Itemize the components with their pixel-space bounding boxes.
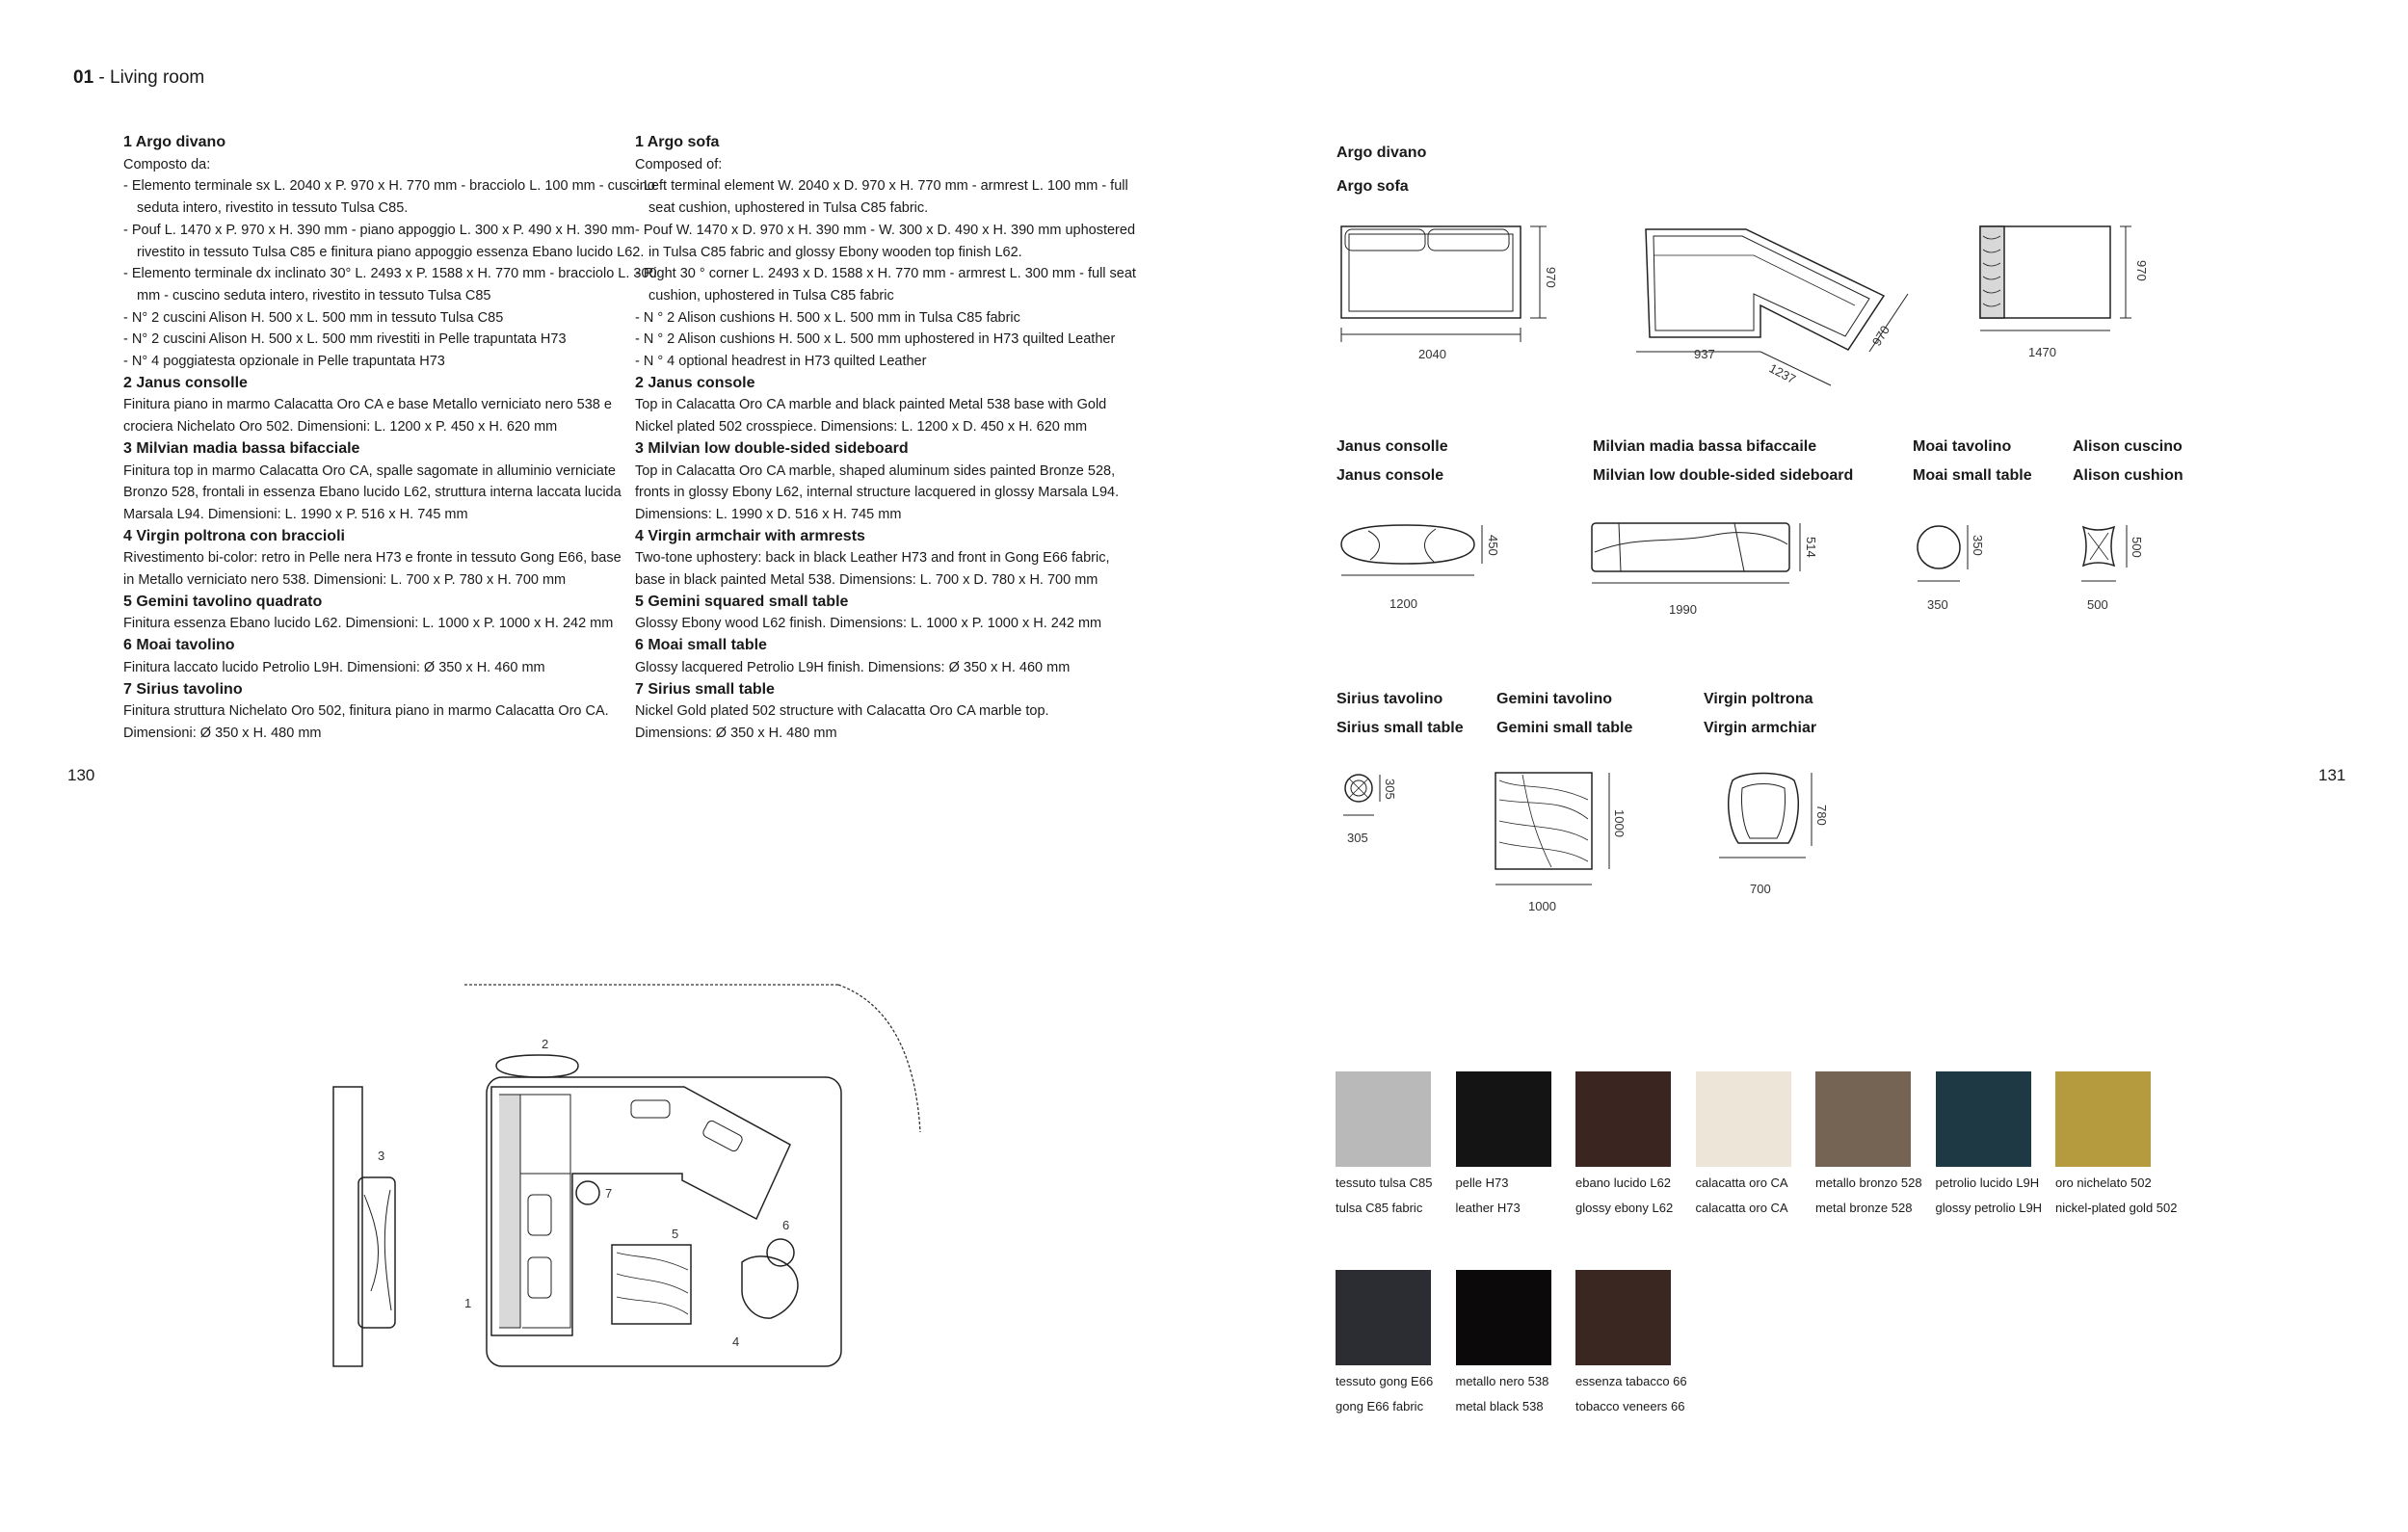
swatch-label-en: gong E66 fabric (1336, 1399, 1424, 1413)
section-heading (73, 67, 204, 89)
description-line: base in black painted Metal 538. Dimensions: L. 700 x D. 780 x H. 700 mm (635, 572, 1098, 589)
description-line: Nickel Gold plated 502 structure with Calacatta Oro CA marble top. (635, 703, 1049, 720)
swatch-label-it: metallo bronzo 528 (1815, 1175, 1922, 1190)
description-line: Two-tone uphostery: back in black Leather H73 and front in Gong E66 fabric, (635, 550, 1110, 567)
swatch-label-it: ebano lucido L62 (1575, 1175, 1672, 1190)
swatch-label (1456, 1369, 1549, 1419)
description-line: - Left terminal element W. 2040 x D. 970 x H. 770 mm - armrest L. 100 mm - full (635, 178, 1128, 195)
dim-label: 937 (1694, 347, 1715, 361)
floorplan-number: 2 (542, 1037, 549, 1051)
argo-label-en: Argo sofa (1336, 178, 1409, 195)
moai-label-it: Moai tavolino (1913, 438, 2012, 455)
italian-description-column (123, 132, 657, 745)
swatch-label (2055, 1171, 2177, 1221)
alison-label-en: Alison cushion (2073, 467, 2183, 484)
dim-label: 1470 (2028, 345, 2056, 359)
product-title: 4 Virgin armchair with armrests (635, 527, 865, 544)
description-line: Dimensions: Ø 350 x H. 480 mm (635, 725, 837, 741)
description-line: cushion, uphostered in Tulsa C85 fabric (648, 287, 894, 304)
product-title: 5 Gemini squared small table (635, 593, 849, 610)
description-line: - Elemento terminale dx inclinato 30° L. 2493 x P. 1588 x H. 770 mm - bracciolo L. 300 (123, 266, 657, 282)
dim-label: 514 (1804, 537, 1818, 558)
product-title: 6 Moai tavolino (123, 637, 235, 654)
product-title: 2 Janus console (635, 374, 755, 391)
swatch-label-en: tobacco veneers 66 (1575, 1399, 1685, 1413)
floorplan-number: 1 (464, 1296, 472, 1310)
alison-label-it: Alison cuscino (2073, 438, 2183, 455)
dim-label: 350 (1927, 597, 1948, 612)
description-line: Top in Calacatta Oro CA marble and black painted Metal 538 base with Gold (635, 397, 1107, 413)
floorplan-curtain (464, 985, 920, 1132)
dim-label: 970 (2134, 260, 2149, 281)
page-number-left: 130 (67, 766, 95, 784)
milvian-label-en: Milvian low double-sided sideboard (1593, 467, 1854, 484)
product-title: 5 Gemini tavolino quadrato (123, 593, 323, 610)
dim-label: 500 (2087, 597, 2108, 612)
swatch-label-it: essenza tabacco 66 (1575, 1374, 1687, 1388)
dim-label: 1000 (1528, 899, 1556, 913)
material-swatch (1575, 1270, 1671, 1365)
swatch-label-it: tessuto gong E66 (1336, 1374, 1434, 1388)
gemini-label-it: Gemini tavolino (1496, 691, 1613, 707)
swatch-label (1696, 1171, 1788, 1221)
swatch-label (1336, 1369, 1433, 1419)
swatch-label-en: nickel-plated gold 502 (2055, 1201, 2178, 1215)
alison-cushion-drawing (2081, 525, 2127, 581)
milvian-sideboard-drawing (1592, 523, 1800, 583)
description-line: Finitura struttura Nichelato Oro 502, finitura piano in marmo Calacatta Oro CA. (123, 703, 609, 720)
sirius-label-it: Sirius tavolino (1336, 691, 1443, 707)
swatch-label (1336, 1171, 1432, 1221)
description-line: Finitura piano in marmo Calacatta Oro CA e base Metallo verniciato nero 538 e (123, 397, 612, 413)
section-title: - Living room (93, 67, 205, 88)
swatch-label (1575, 1171, 1673, 1221)
swatch-label-it: metallo nero 538 (1455, 1374, 1549, 1388)
row3-drawings (1330, 761, 1850, 925)
dim-label: 1990 (1669, 602, 1697, 617)
floorplan-number: 7 (605, 1186, 613, 1201)
description-line: - Right 30 ° corner L. 2493 x D. 1588 x H. 770 mm - armrest L. 300 mm - full seat (635, 266, 1136, 282)
virgin-armchair-drawing (1719, 773, 1812, 858)
product-title: 6 Moai small table (635, 637, 767, 654)
description-line: crociera Nichelato Oro 502. Dimensioni: L. 1200 x P. 450 x H. 620 mm (123, 419, 558, 436)
dim-label: 350 (1971, 535, 1985, 556)
dim-label: 500 (2130, 537, 2144, 558)
swatch-label-it: petrolio lucido L9H (1935, 1175, 2040, 1190)
product-title: 1 Argo divano (123, 134, 226, 150)
description-line: Dimensions: L. 1990 x D. 516 x H. 745 mm (635, 506, 902, 522)
swatch-label-it: tessuto tulsa C85 (1336, 1175, 1433, 1190)
material-swatch (1696, 1071, 1791, 1167)
description-line: - Pouf L. 1470 x P. 970 x H. 390 mm - piano appoggio L. 300 x P. 490 x H. 390 mm (123, 222, 635, 238)
description-line: - Elemento terminale sx L. 2040 x P. 970 x H. 770 mm - bracciolo L. 100 mm - cuscino (123, 178, 655, 195)
dim-label: 780 (1814, 805, 1829, 826)
description-line: Dimensioni: Ø 350 x H. 480 mm (123, 725, 322, 741)
english-description-column (635, 132, 1136, 745)
description-line: Finitura laccato lucido Petrolio L9H. Dimensioni: Ø 350 x H. 460 mm (123, 659, 545, 675)
dim-label: 700 (1750, 882, 1771, 896)
swatch-label (1815, 1171, 1922, 1221)
sirius-label-en: Sirius small table (1336, 720, 1464, 736)
gemini-table-drawing (1495, 773, 1609, 885)
material-swatch (1456, 1270, 1551, 1365)
dim-label: 2040 (1418, 347, 1446, 361)
product-title: 4 Virgin poltrona con braccioli (123, 527, 345, 544)
dim-label: 305 (1347, 831, 1368, 845)
description-line: Top in Calacatta Oro CA marble, shaped aluminum sides painted Bronze 528, (635, 462, 1116, 479)
material-swatch (1575, 1071, 1671, 1167)
description-line: fronts in glossy Ebony L62, internal structure lacquered in glossy Marsala L94. (635, 485, 1120, 501)
material-swatch (1456, 1071, 1551, 1167)
material-swatch (2055, 1071, 2151, 1167)
page-number-right: 131 (2318, 766, 2346, 784)
description-line: Composto da: (123, 156, 211, 172)
swatch-label-en: leather H73 (1455, 1201, 1521, 1215)
virgin-label-it: Virgin poltrona (1704, 691, 1813, 707)
description-line: seat cushion, uphostered in Tulsa C85 fabric. (648, 200, 929, 217)
argo-label-it: Argo divano (1336, 145, 1427, 161)
description-line: Nickel plated 502 crosspiece. Dimensions: L. 1200 x D. 450 x H. 620 mm (635, 419, 1088, 436)
description-line: Glossy lacquered Petrolio L9H finish. Dimensions: Ø 350 x H. 460 mm (635, 659, 1071, 675)
argo-left-element-drawing (1341, 226, 1547, 342)
section-number: 01 (73, 67, 94, 88)
description-line: - N ° 4 optional headrest in H73 quilted Leather (635, 354, 927, 370)
swatch-label (1936, 1171, 2043, 1221)
janus-label-it: Janus consolle (1336, 438, 1448, 455)
janus-label-en: Janus console (1336, 467, 1444, 484)
description-line: in Tulsa C85 fabric and glossy Ebony wooden top finish L62. (648, 244, 1022, 260)
product-title: 2 Janus consolle (123, 374, 248, 391)
product-title: 7 Sirius tavolino (123, 680, 243, 698)
dim-label: 450 (1486, 535, 1500, 556)
description-line: seduta intero, rivestito in tessuto Tulsa C85. (137, 200, 409, 217)
description-line: - N ° 2 Alison cushions H. 500 x L. 500 mm in Tulsa C85 fabric (635, 309, 1020, 326)
floorplan-sofa (491, 1087, 790, 1335)
gemini-label-en: Gemini small table (1496, 720, 1633, 736)
description-line: Bronzo 528, frontali in essenza Ebano lucido L62, struttura interna laccata lucida (123, 485, 622, 501)
swatch-label-it: oro nichelato 502 (2055, 1175, 2152, 1190)
material-swatch (1336, 1270, 1431, 1365)
dim-label: 1000 (1612, 809, 1627, 837)
material-swatch (1815, 1071, 1911, 1167)
floorplan-sideboard (333, 1087, 395, 1366)
argo-sofa-drawings (1330, 217, 2178, 409)
description-line: Marsala L94. Dimensioni: L. 1990 x P. 516 x H. 745 mm (123, 506, 468, 522)
swatch-label-en: calacatta oro CA (1695, 1201, 1788, 1215)
floorplan-number: 6 (782, 1218, 790, 1232)
dim-label: 305 (1383, 779, 1397, 800)
description-line: - N ° 2 Alison cushions H. 500 x L. 500 mm uphostered in H73 quilted Leather (635, 331, 1116, 348)
dim-label: 1200 (1389, 596, 1417, 611)
description-line: Finitura top in marmo Calacatta Oro CA, spalle sagomate in alluminio verniciate (123, 462, 616, 479)
description-line: - N° 2 cuscini Alison H. 500 x L. 500 mm in tessuto Tulsa C85 (123, 309, 504, 326)
product-title: 3 Milvian low double-sided sideboard (635, 439, 909, 457)
moai-label-en: Moai small table (1913, 467, 2032, 484)
product-title: 3 Milvian madia bassa bifacciale (123, 439, 360, 457)
description-line: rivestito in tessuto Tulsa C85 e finitura piano appoggio essenza Ebano lucido L62. (137, 244, 645, 260)
argo-pouf-drawing (1980, 226, 2131, 330)
material-swatch (1336, 1071, 1431, 1167)
swatch-label (1575, 1369, 1687, 1419)
product-title: 1 Argo sofa (635, 134, 720, 150)
product-title: 7 Sirius small table (635, 680, 775, 698)
material-swatch (1936, 1071, 2031, 1167)
description-line: Rivestimento bi-color: retro in Pelle nera H73 e fronte in tessuto Gong E66, base (123, 550, 622, 567)
description-line: Composed of: (635, 156, 723, 172)
description-line: Finitura essenza Ebano lucido L62. Dimensioni: L. 1000 x P. 1000 x H. 242 mm (123, 616, 614, 632)
floorplan-number: 4 (732, 1334, 740, 1349)
virgin-label-en: Virgin armchiar (1704, 720, 1817, 736)
description-line: mm - cuscino seduta intero, rivestito in tessuto Tulsa C85 (137, 287, 491, 304)
swatch-label-en: glossy ebony L62 (1575, 1201, 1674, 1215)
dim-label: 1237 (1766, 360, 1799, 387)
swatch-label-en: tulsa C85 fabric (1336, 1201, 1423, 1215)
living-room-floorplan (318, 964, 954, 1407)
row2-drawings (1330, 506, 2178, 631)
floorplan-number: 5 (672, 1227, 679, 1241)
dim-label: 970 (1868, 323, 1893, 349)
swatch-label-en: glossy petrolio L9H (1935, 1201, 2043, 1215)
floorplan-tables (576, 1181, 798, 1324)
description-line: in Metallo verniciato nero 538. Dimensioni: L. 700 x P. 780 x H. 700 mm (123, 572, 567, 589)
janus-console-drawing (1341, 525, 1482, 575)
floorplan-number: 3 (378, 1149, 385, 1163)
swatch-label-it: pelle H73 (1455, 1175, 1509, 1190)
swatch-label-en: metal black 538 (1455, 1399, 1544, 1413)
milvian-label-it: Milvian madia bassa bifaccaile (1593, 438, 1817, 455)
dim-label: 970 (1544, 267, 1558, 288)
swatch-label-en: metal bronze 528 (1815, 1201, 1913, 1215)
moai-table-drawing (1918, 525, 1968, 581)
floorplan-console (496, 1055, 578, 1077)
description-line: Glossy Ebony wood L62 finish. Dimensions: L. 1000 x P. 1000 x H. 242 mm (635, 616, 1102, 632)
swatch-label-it: calacatta oro CA (1695, 1175, 1788, 1190)
description-line: - N° 4 poggiatesta opzionale in Pelle trapuntata H73 (123, 354, 445, 370)
swatch-label (1456, 1171, 1521, 1221)
description-line: - N° 2 cuscini Alison H. 500 x L. 500 mm rivestiti in Pelle trapuntata H73 (123, 331, 567, 348)
sirius-table-drawing (1343, 775, 1380, 815)
description-line: - Pouf W. 1470 x D. 970 x H. 390 mm - W. 300 x D. 490 x H. 390 mm uphostered (635, 222, 1136, 238)
